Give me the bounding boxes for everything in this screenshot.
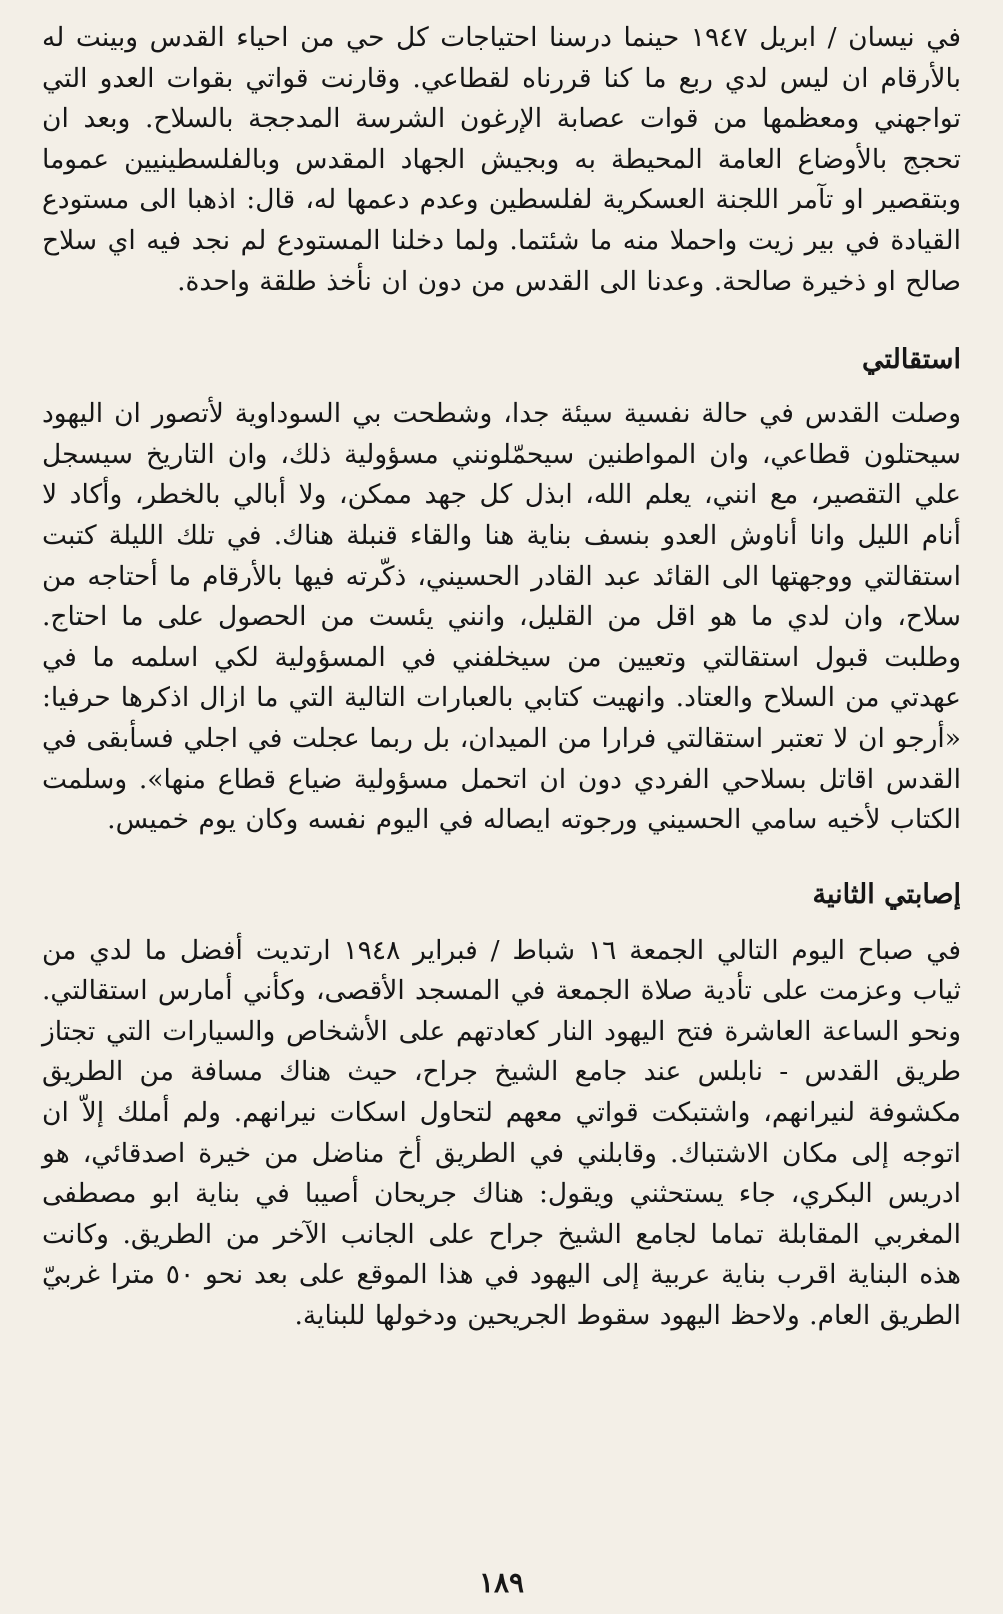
- heading-second-injury: إصابتي الثانية: [812, 878, 961, 910]
- page-number: ١٨٩: [478, 1566, 525, 1599]
- paragraph-resignation: وصلت القدس في حالة نفسية سيئة جدا، وشطحت بي السوداوية لأتصور ان اليهود سيحتلون قطاعي، وان المواطنين سيحمّلونني مسؤولية ذلك، وان التاريخ سيسجل علي التقصير، مع انني، يعلم الله، ابذل كل جهد ممكن، ولا أبالي بالخطر، وأكاد لا أنام الليل وانا أناوش العدو بنسف بناية هنا والقاء قنبلة هناك. في تلك الليلة كتبت استقالتي ووجهتها الى القائد عبد القادر الحسيني، ذكّرته فيها بالأرقام ما أحتاجه من سلاح، وان لدي ما هو اقل من القليل، وانني يئست من الحصول على ما احتاج. وطلبت قبول استقالتي وتعيين من سيخلفني في المسؤولية لكي اسلمه ما في عهدتي من السلاح والعتاد. وانهيت كتابي بالعبارات التالية التي ما ازال اذكرها حرفيا: «أرجو ان لا تعتبر استقالتي فرارا من الميدان، بل ربما عجلت في اجلي فسأبقى في القدس اقاتل بسلاحي الفردي دون ان اتحمل مسؤولية ضياع قطاع منها». وسلمت الكتاب لأخيه سامي الحسيني ورجوته ايصاله في اليوم نفسه وكان يوم خميس.: [42, 398, 961, 836]
- paragraph-second-injury: في صباح اليوم التالي الجمعة ١٦ شباط / فبراير ١٩٤٨ ارتديت أفضل ما لدي من ثياب وعزمت على تأدية صلاة الجمعة في المسجد الأقصى، وكأني أمارس استقالتي. ونحو الساعة العاشرة فتح اليهود النار كعادتهم على الأشخاص والسيارات التي تجتاز طريق القدس - نابلس عند جامع الشيخ جراح، حيث هناك مسافة من الطريق مكشوفة لنيرانهم، واشتبكت قواتي معهم لتحاول اسكات نيرانهم. ولم أملك إلاّ ان اتوجه إلى مكان الاشتباك. وقابلني في الطريق أخ مناضل من خيرة اصدقائي، هو ادريس البكري، جاء يستحثني ويقول: هناك جريحان أصيبا في بناية ابو مصطفى المغربي المقابلة تماما لجامع الشيخ جراح على الجانب الآخر من الطريق. وكانت هذه البناية اقرب بناية عربية إلى اليهود في هذا الموقع على بعد نحو ٥٠ مترا غربيّ الطريق العام. ولاحظ اليهود سقوط الجريحين ودخولها للبناية.: [42, 934, 961, 1332]
- paragraph-arms-depot: في نيسان / ابريل ١٩٤٧ حينما درسنا احتياجات كل حي من احياء القدس وبينت له بالأرقام ان ليس لدي ربع ما كنا قررناه لقطاعي. وقارنت قواتي بقوات العدو التي تواجهني ومعظمها من قوات عصابة الإرغون الشرسة المدججة بالسلاح. وبعد ان تحجج بالأوضاع العامة المحيطة به وبجيش الجهاد المقدس وبالفلسطينيين عموما وبتقصير او تآمر اللجنة العسكرية لفلسطين وعدم دعمها له، قال: اذهبا الى مستودع القيادة في بير زيت واحملا منه ما شئتما. ولما دخلنا المستودع لم نجد فيه اي سلاح صالح او ذخيرة صالحة. وعدنا الى القدس من دون ان نأخذ طلقة واحدة.: [42, 22, 961, 297]
- heading-resignation: استقالتي: [861, 344, 961, 376]
